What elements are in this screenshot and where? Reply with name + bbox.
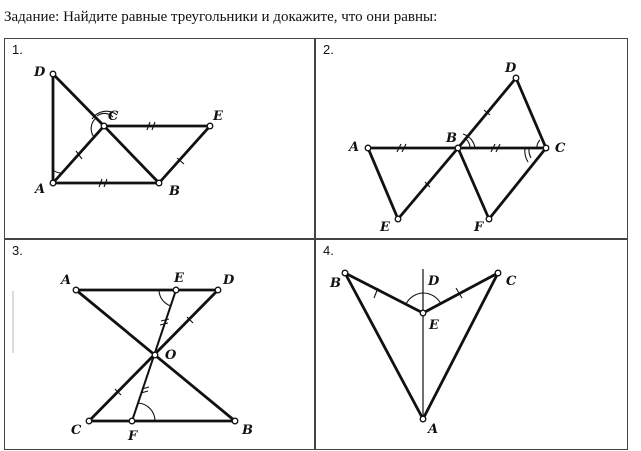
point-c — [543, 145, 549, 151]
point-e — [207, 123, 213, 129]
point-f — [486, 216, 492, 222]
label-a: A — [61, 273, 72, 288]
label-a: A — [35, 182, 46, 197]
figure-3-panel — [4, 239, 315, 450]
point-d — [215, 287, 221, 293]
label-b: B — [330, 276, 341, 291]
label-e: E — [174, 271, 184, 286]
figure-4-panel — [315, 239, 628, 450]
angle-mark-e2 — [423, 293, 441, 304]
figure-1-panel — [4, 38, 315, 239]
label-f: F — [128, 429, 138, 444]
point-e — [420, 310, 426, 316]
angle-mark-e — [159, 290, 171, 306]
point-b — [455, 145, 461, 151]
triangle-dac — [53, 74, 104, 183]
point-c — [101, 123, 107, 129]
angle-mark-f — [138, 403, 155, 421]
point-c — [495, 270, 501, 276]
label-d: D — [428, 274, 440, 289]
point-a — [50, 180, 56, 186]
figure-3-diagram — [5, 240, 316, 451]
angle-mark-c3 — [525, 148, 528, 162]
figure-2-panel — [315, 38, 628, 239]
label-o: O — [165, 348, 177, 363]
point-d — [513, 75, 519, 81]
triangle-aeb — [368, 148, 458, 219]
label-b: B — [446, 131, 457, 146]
label-d: D — [34, 65, 46, 80]
figure-4-diagram — [316, 240, 629, 451]
point-a — [365, 145, 371, 151]
point-e — [173, 287, 179, 293]
point-c — [86, 418, 92, 424]
label-d: D — [505, 61, 517, 76]
figure-1-number: 1. — [12, 42, 23, 57]
label-b: B — [242, 423, 253, 438]
label-e: E — [429, 318, 439, 333]
point-e — [395, 216, 401, 222]
figure-3-number: 3. — [12, 243, 23, 258]
angle-mark-c2 — [529, 148, 531, 158]
point-a — [420, 416, 426, 422]
figure-2-number: 2. — [323, 42, 334, 57]
quadrilateral-baec — [345, 273, 498, 419]
label-c: C — [108, 109, 119, 124]
point-f — [129, 418, 135, 424]
label-c: C — [71, 423, 82, 438]
point-b — [232, 418, 238, 424]
figure-4-number: 4. — [323, 243, 334, 258]
triangle-cbe-and-ab — [53, 126, 210, 183]
point-o — [152, 352, 158, 358]
label-d: D — [223, 273, 235, 288]
label-a: A — [428, 422, 439, 437]
angle-mark-e1 — [406, 293, 423, 304]
label-b: B — [169, 184, 180, 199]
point-a — [73, 287, 79, 293]
figure-2-diagram — [316, 39, 629, 240]
figures-grid — [4, 38, 628, 450]
point-b — [342, 270, 348, 276]
label-f: F — [474, 220, 484, 235]
label-e: E — [213, 109, 223, 124]
task-title: Задание: Найдите равные треугольники и докажите, что они равны: — [4, 9, 438, 25]
label-a: A — [349, 140, 360, 155]
label-c: C — [555, 141, 566, 156]
label-e: E — [380, 220, 390, 235]
figure-1-diagram — [5, 39, 316, 240]
point-d — [50, 71, 56, 77]
point-b — [156, 180, 162, 186]
label-c: C — [506, 274, 517, 289]
